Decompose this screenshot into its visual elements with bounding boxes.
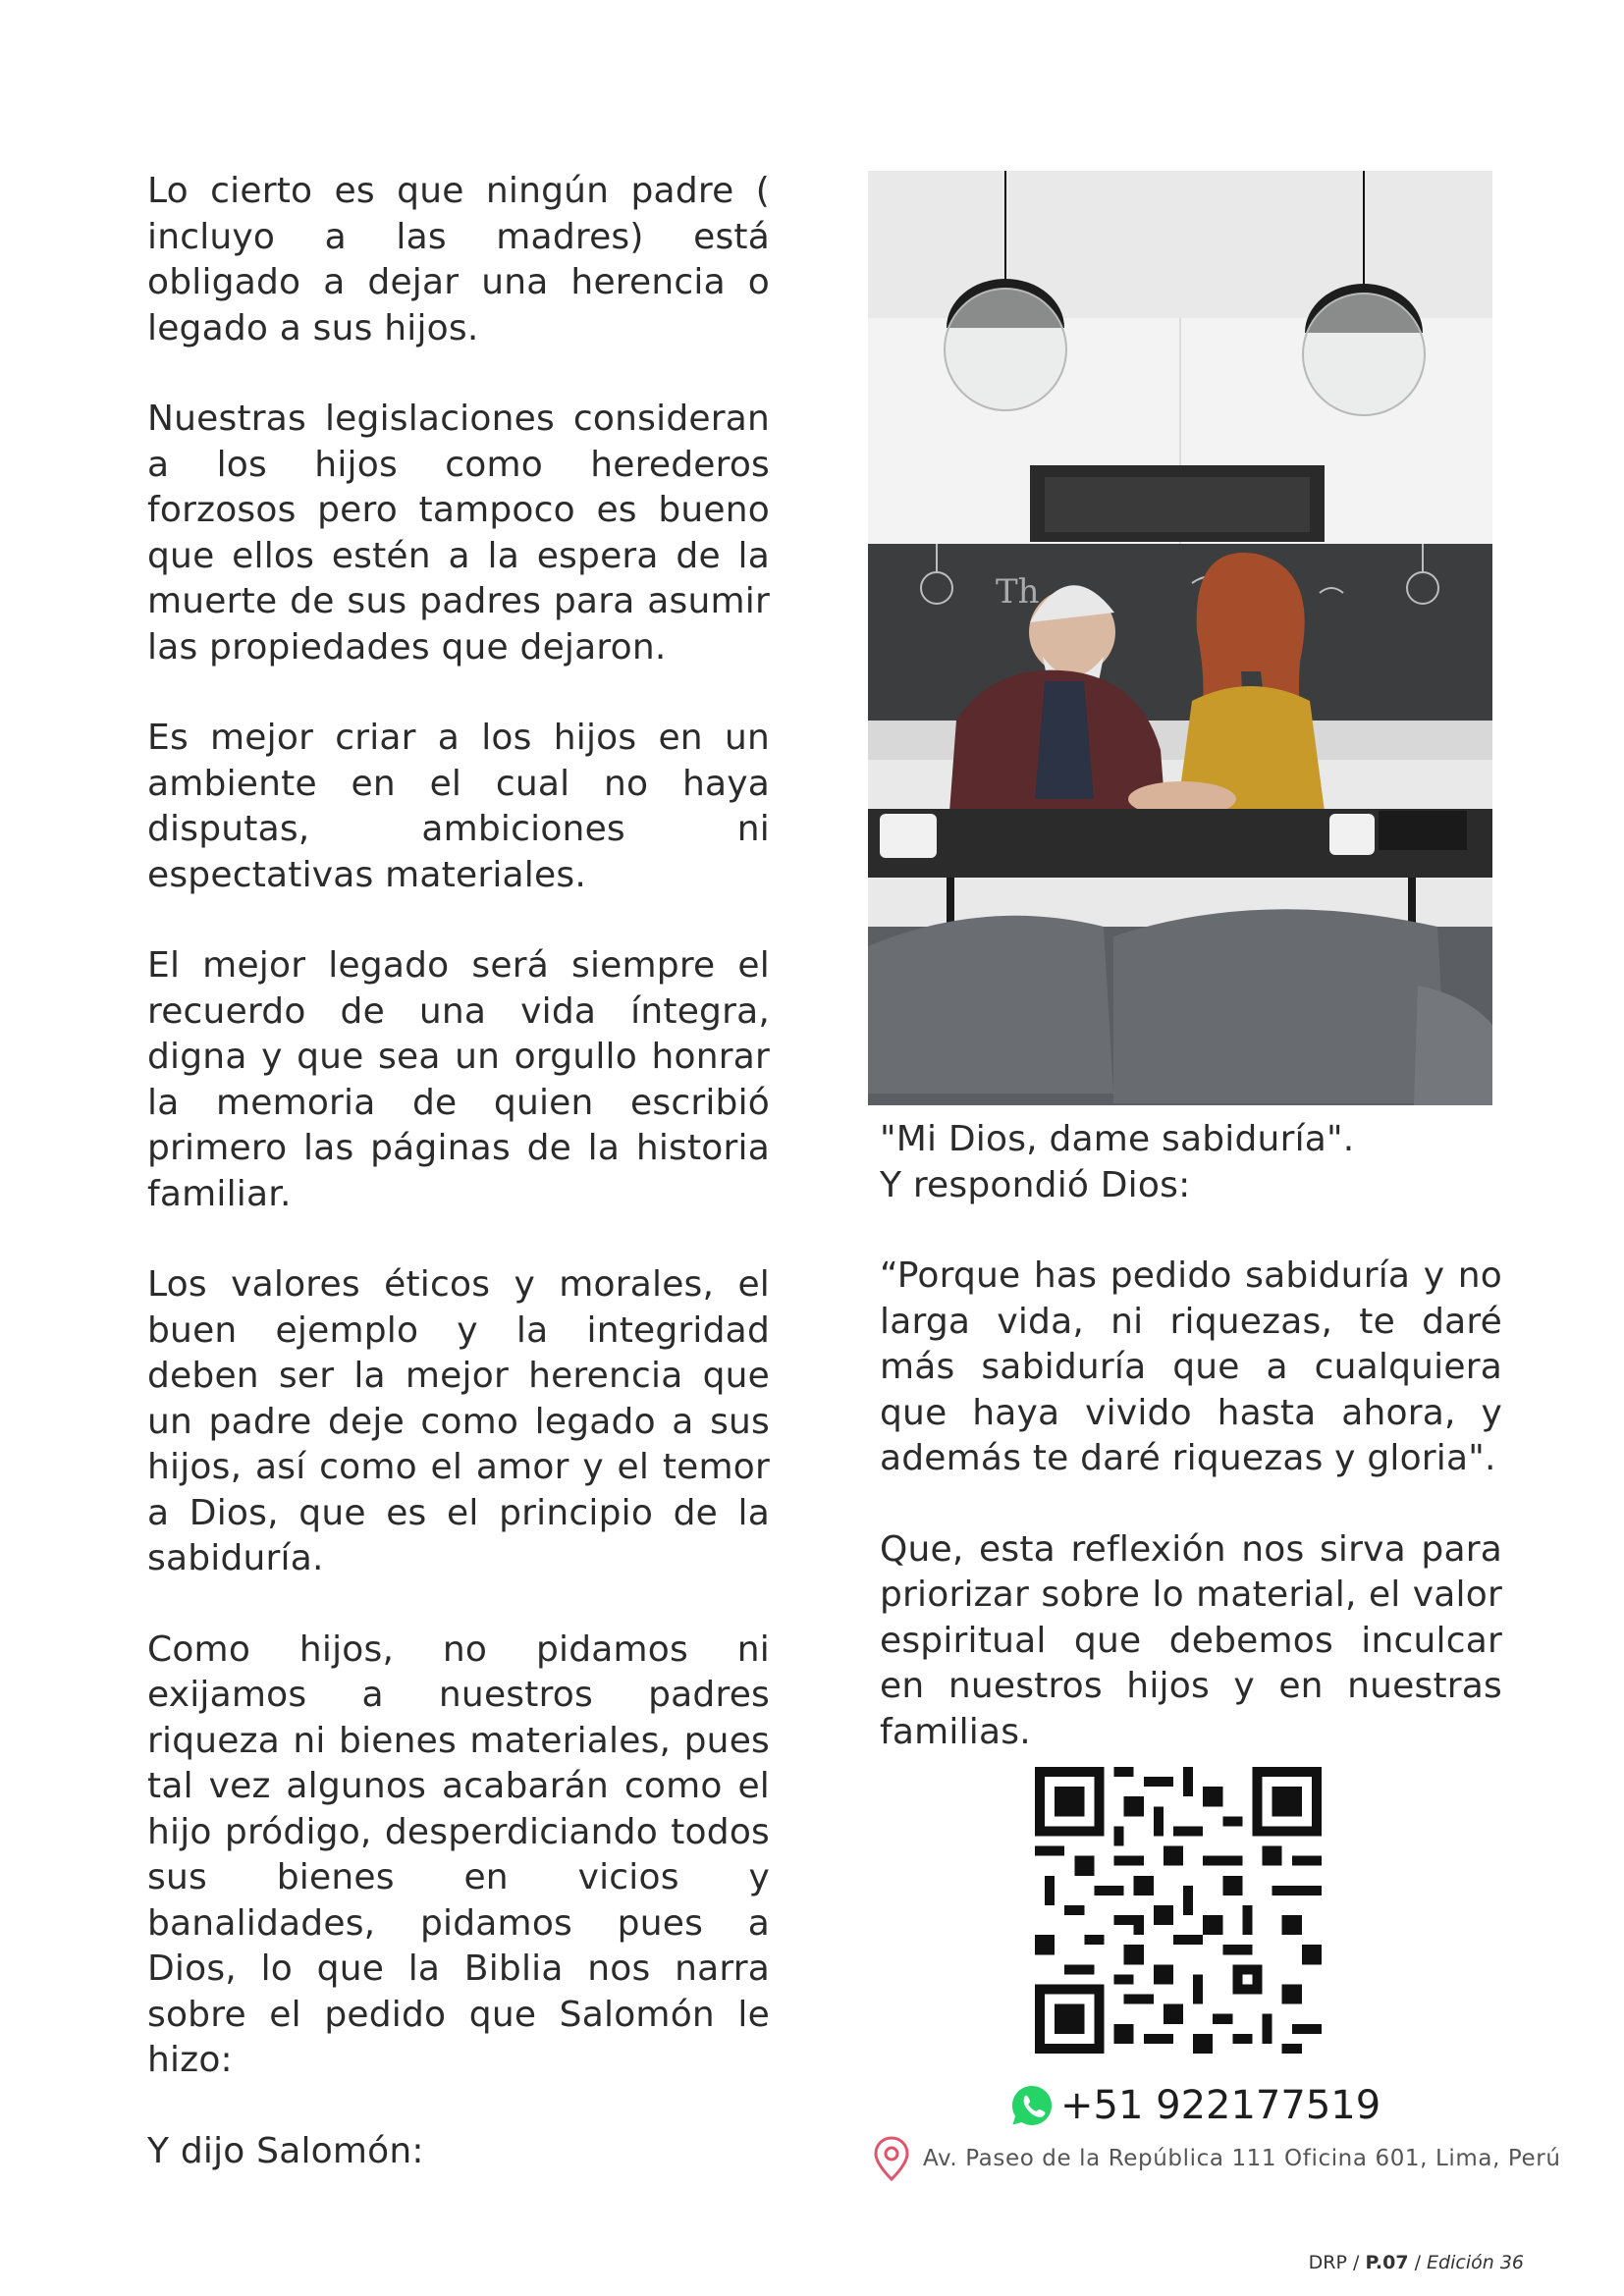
left-column — [147, 169, 770, 2219]
closing-paragraph: Que, esta reflexión nos sirva para priorizar sobre lo material, el valor espiritual que debemos inculcar en nuestros hijos y en nuestras familias. — [880, 1528, 1502, 1752]
quote-block — [880, 1117, 1502, 1208]
phone-number: +51 922177519 — [1060, 2083, 1381, 2128]
address-line — [872, 2134, 1561, 2183]
kitchen-photo — [868, 171, 1492, 1105]
footer-edition: Edición 36 — [1427, 2252, 1524, 2273]
page-footer — [1309, 2252, 1524, 2273]
paragraph-4: El mejor legado será siempre el recuerdo de una vida íntegra, digna y que sea un orgullo honrar la memoria de quien escribió primero las páginas de la historia familiar. — [147, 945, 770, 1214]
whatsapp-icon — [1009, 2083, 1055, 2128]
footer-brand: DRP — [1308, 2252, 1347, 2273]
photo-illustration — [868, 171, 1492, 1105]
location-pin-icon — [872, 2135, 911, 2182]
quote-line-1: "Mi Dios, dame sabiduría". — [880, 1119, 1355, 1159]
paragraph-7: Y dijo Salomón: — [147, 2130, 424, 2171]
paragraph-5: Los valores éticos y morales, el buen ejemplo y la integridad deben ser la mejor herencia que un padre deje como legado a sus hijos, así como el amor y el temor a Dios, que es el principio de la sabiduría. — [147, 1264, 770, 1578]
paragraph-6: Como hijos, no pidamos ni exijamos a nuestros padres riqueza ni bienes materiales, pues tal vez algunos acabarán como el hijo pródigo, desperdiciando todos sus bienes en vicios y banalidades, pidamos pues a Dios, lo que la Biblia nos narra sobre el pedido que Salomón le hizo: — [147, 1629, 770, 2080]
paragraph-2: Nuestras legislaciones consideran a los hijos como herederos forzosos pero tampoco es bueno que ellos estén a la espera de la muerte de sus padres para asumir las propiedades que dejaron. — [147, 399, 770, 667]
svg-text:Th: Th — [996, 572, 1040, 612]
footer-separator: / — [1346, 2252, 1366, 2273]
phone-contact[interactable] — [1009, 2079, 1380, 2132]
footer-page: P.07 — [1365, 2252, 1409, 2273]
qr-code — [1035, 1767, 1322, 2054]
paragraph-3: Es mejor criar a los hijos en un ambiente en el cual no haya disputas, ambiciones ni espectativas materiales. — [147, 718, 770, 895]
address-text: Av. Paseo de la República 111 Oficina 601, Lima, Perú — [923, 2146, 1561, 2171]
quote-line-2: Y respondió Dios: — [880, 1164, 1191, 1205]
paragraph-1: Lo cierto es que ningún padre ( incluyo a las madres) está obligado a dejar una herencia o legado a sus hijos. — [147, 171, 770, 348]
right-column — [880, 1117, 1502, 1800]
footer-separator: / — [1408, 2252, 1428, 2273]
god-response: “Porque has pedido sabiduría y no larga vida, ni riquezas, te daré más sabiduría que a cualquiera que haya vivido hasta ahora, y además te daré riquezas y gloria". — [880, 1255, 1502, 1478]
